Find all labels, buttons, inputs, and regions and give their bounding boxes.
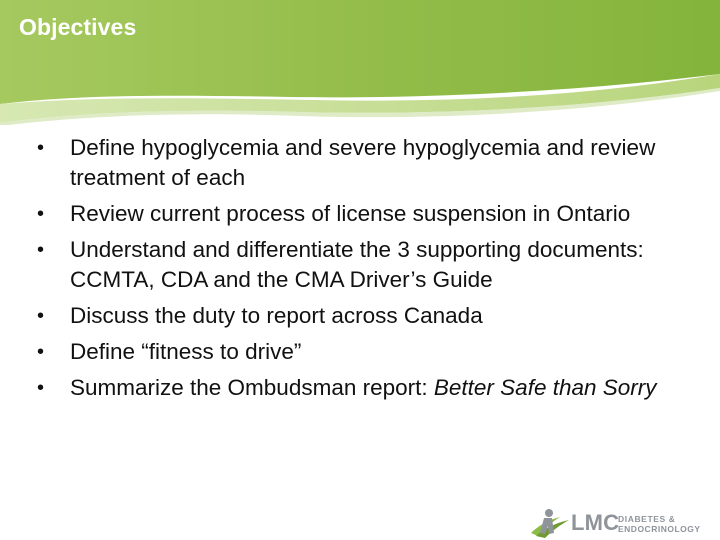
logo-subtitle-line-1: DIABETES & (618, 514, 676, 524)
logo-wordmark: LMC (571, 510, 620, 535)
objective-text-5: Define “fitness to drive” (70, 339, 302, 364)
objective-text-1: Define hypoglycemia and severe hypoglycemia and review treatment of each (70, 135, 656, 190)
objective-item-4 (37, 301, 707, 331)
objective-text-3: Understand and differentiate the 3 supporting documents: CCMTA, CDA and the CMA Driver’s Guide (70, 237, 644, 292)
objectives-list (37, 133, 707, 403)
objective-text-2: Review current process of license suspension in Ontario (70, 201, 631, 226)
figure-swoosh-icon (531, 509, 569, 538)
logo-subtitle-line-2: ENDOCRINOLOGY (618, 524, 701, 534)
bullet-icon: • (37, 305, 45, 327)
objective-text-6-prefix: Summarize the Ombudsman report: (70, 375, 434, 400)
bullet-icon: • (37, 377, 45, 399)
report-title: Better Safe than Sorry (433, 375, 657, 400)
objective-item-3 (37, 235, 707, 295)
objective-text-4: Discuss the duty to report across Canada (70, 303, 483, 328)
bullet-icon: • (37, 341, 45, 363)
objective-item-2 (37, 199, 707, 229)
objective-item-1 (37, 133, 707, 193)
lmc-logo (522, 505, 720, 540)
objective-item-5 (37, 337, 707, 367)
bullet-icon: • (37, 203, 45, 225)
objective-item-6 (37, 373, 707, 403)
slide-title: Objectives (19, 14, 137, 40)
bullet-icon: • (37, 137, 45, 159)
bullet-icon: • (37, 239, 45, 261)
